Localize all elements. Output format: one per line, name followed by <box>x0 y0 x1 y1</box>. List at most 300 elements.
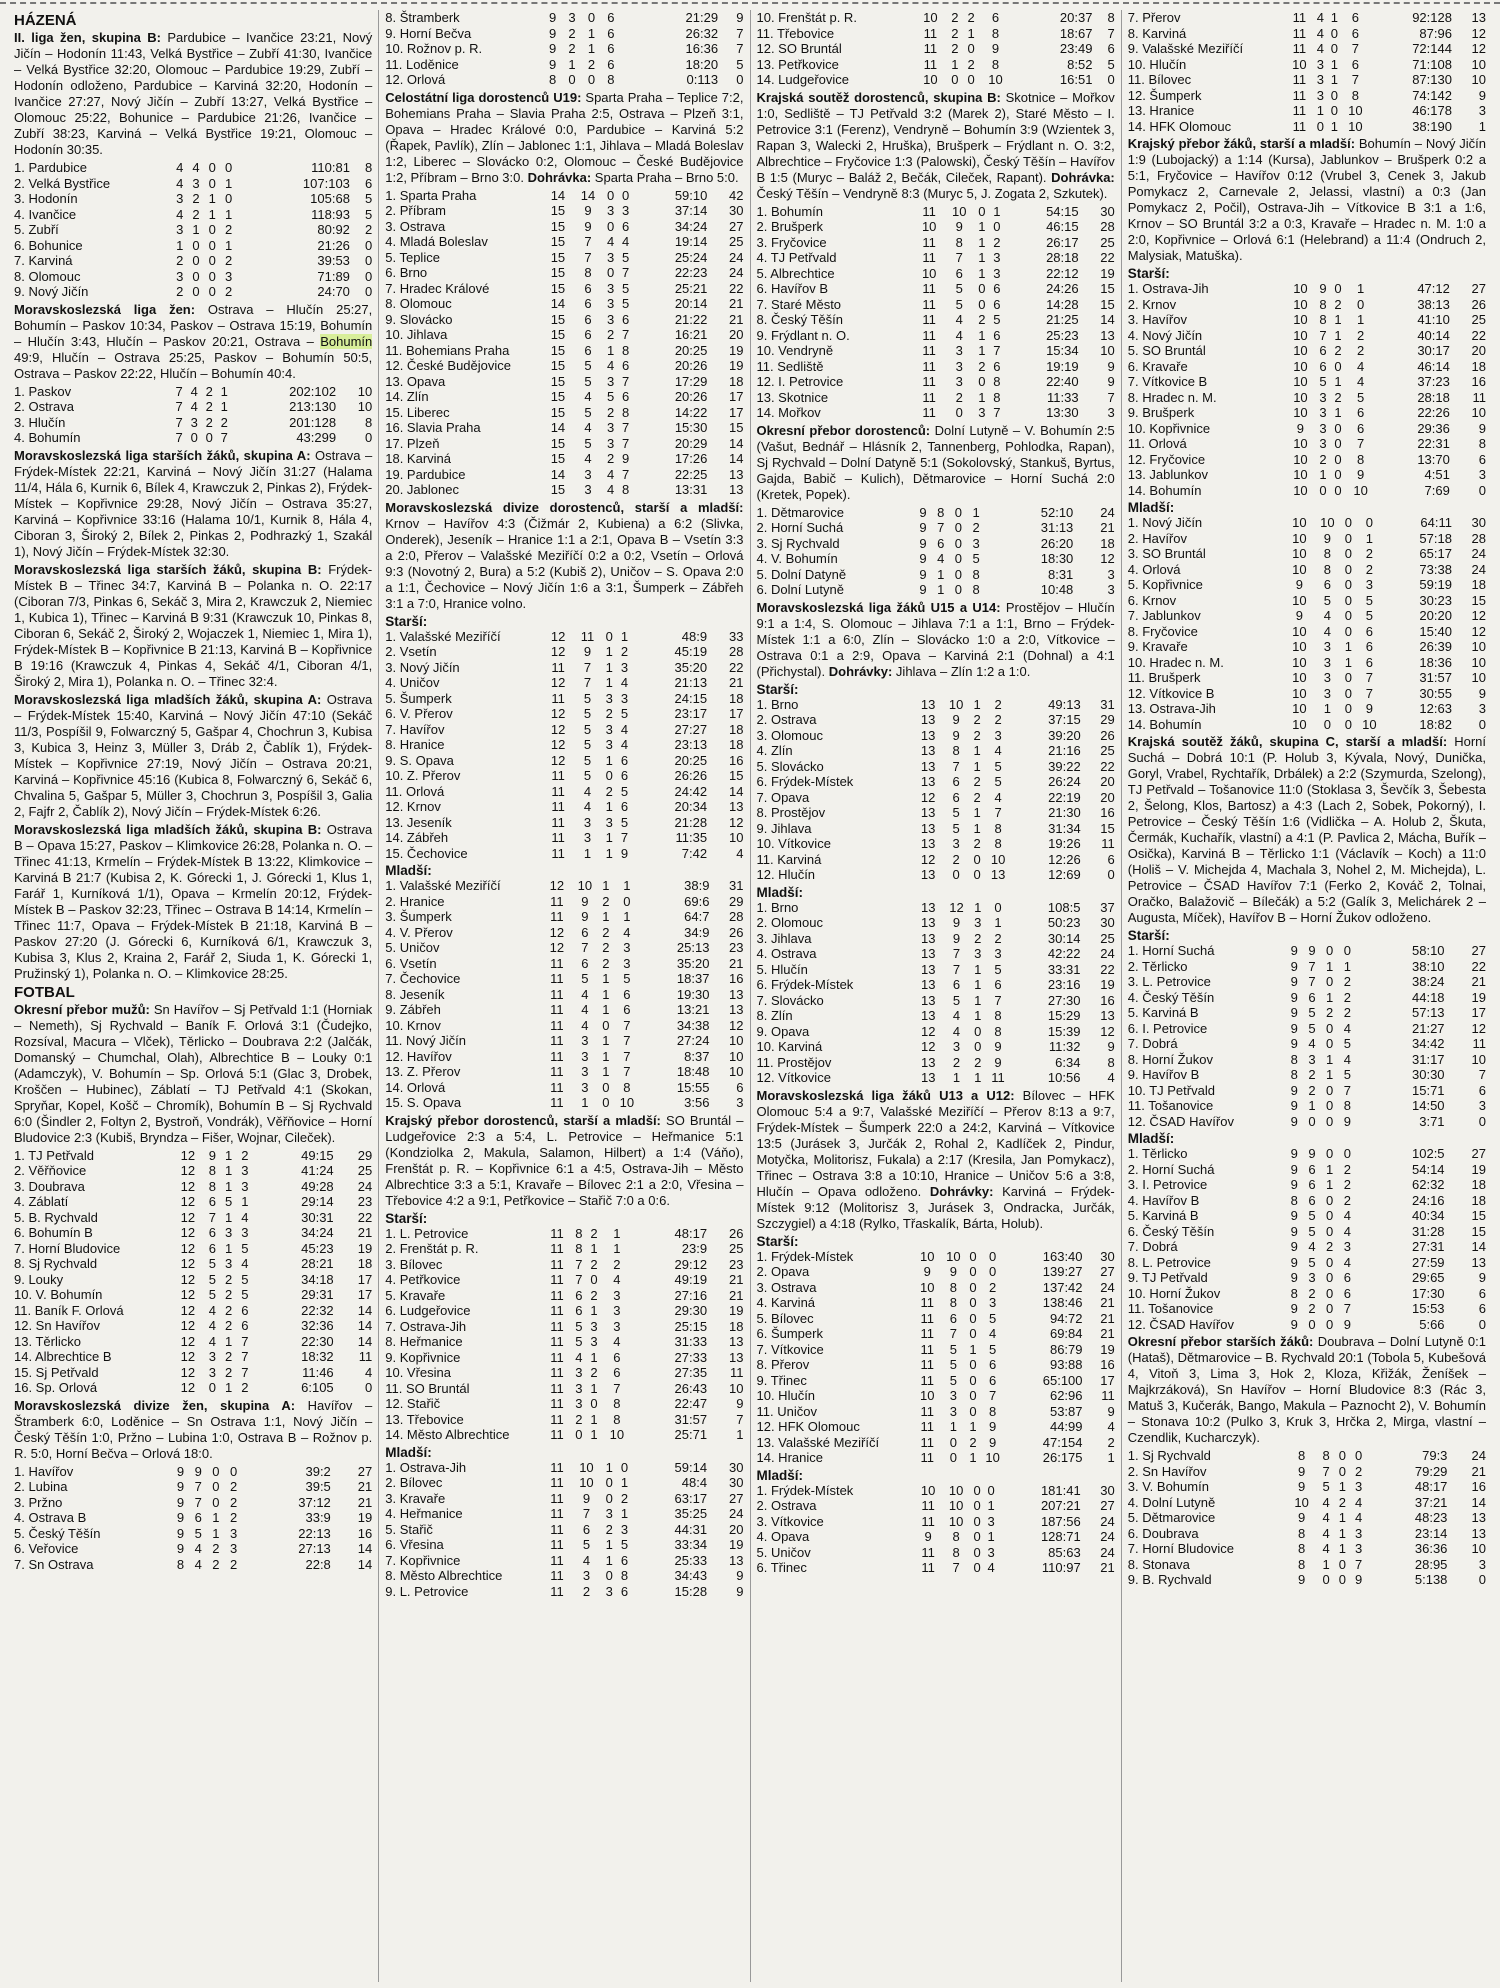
points: 19 <box>729 1537 744 1552</box>
games-played: 3 <box>176 268 184 284</box>
draws: 1 <box>978 343 986 358</box>
score: 37:15 <box>1048 712 1081 727</box>
draws: 0 <box>973 1482 981 1498</box>
points: 24 <box>1100 1513 1115 1529</box>
games-played: 14 <box>550 187 566 203</box>
draws: 0 <box>969 1248 977 1264</box>
table-row <box>385 1049 743 1065</box>
table-row <box>757 1545 1115 1561</box>
wins: 3 <box>568 10 576 25</box>
points: 22 <box>1100 250 1115 265</box>
subheading: Starší: <box>385 1210 428 1226</box>
table-row <box>1128 562 1486 578</box>
results-block: Okresní přebor dorostenců: Dolní Lutyně – V. Bohumín 2:5 (Vašut, Bednář – Hlásník 2, Tannenberg, Pohlodka, Rapan), Sj Rychvald – Dolní Datyně 5:1 (Sokolovský, Stankuš, Byrtus, Gajda, Babič – Kulich), Dětmarovice – Horní Suchá 2:0 (Kretek, Popek). <box>756 422 1115 502</box>
draws: 2 <box>205 414 213 430</box>
games-played: 9 <box>919 566 927 582</box>
wins: 9 <box>582 1490 591 1506</box>
games-played: 11 <box>550 1568 564 1583</box>
losses: 7 <box>1343 1301 1351 1316</box>
team-name: 11. Sedliště <box>756 358 824 374</box>
games-played: 11 <box>923 25 938 41</box>
score: 6:105 <box>301 1380 334 1395</box>
wins: 4 <box>190 399 198 414</box>
points: 13 <box>729 986 744 1002</box>
games-played: 11 <box>550 1552 564 1568</box>
table-row <box>1128 359 1486 375</box>
losses: 2 <box>224 253 233 268</box>
losses: 2 <box>972 520 980 535</box>
table-row <box>757 1008 1115 1024</box>
team-name: 2. Věřňovice <box>14 1163 87 1178</box>
games-played: 15 <box>550 389 566 404</box>
games-played: 11 <box>1292 41 1307 56</box>
wins: 6 <box>584 296 592 311</box>
table-row <box>385 815 743 831</box>
losses: 6 <box>1343 1285 1351 1301</box>
points: 16 <box>357 1525 373 1541</box>
points: 10 <box>1471 1541 1486 1556</box>
score: 14:22 <box>674 404 708 420</box>
points: 1 <box>1478 118 1486 134</box>
team-name: 9. Frýdlant n. O. <box>756 327 850 343</box>
points: 22 <box>1471 958 1486 974</box>
draws: 5 <box>606 389 615 404</box>
games-played: 10 <box>1292 592 1307 608</box>
table-row <box>757 1342 1115 1358</box>
losses: 6 <box>607 41 615 56</box>
results-block: Moravskoslezská liga starších žáků, skupina A: Ostrava – Frýdek-Místek 22:21, Karviná – Nový Jičín 31:27 (Halama 11/4, Hála 6, Kurnik 6, Bílek 4, Krawczuk 2, Pinkas 2), Frýdek-Místek – Kopřivnice 29:28, Nový Jičín – Ostrava 35:27, Karviná – Kopřivnice 33:16 (Halama 10/1, Kurnik 8, Hála 4, Ciboran 3, Široký 2, Bílek 2, Pinkas 2, Podhrazký 1, Szakál 1), Nový Jičín – Frýdek-Místek 32:30. <box>14 447 373 559</box>
team-name: 11. Bílovec <box>1127 72 1192 87</box>
team-name: 10. Krnov <box>385 1017 441 1033</box>
wins: 7 <box>208 1209 216 1225</box>
points: 23 <box>729 940 744 955</box>
team-name: 6. Český Těšín <box>1127 1223 1215 1239</box>
losses: 7 <box>241 1333 249 1349</box>
games-played: 9 <box>176 1541 185 1556</box>
table-row <box>385 644 743 660</box>
table-row <box>1128 593 1486 609</box>
team-name: 2. Lubina <box>14 1479 68 1494</box>
losses: 6 <box>1351 10 1359 25</box>
standings-table <box>385 1460 743 1600</box>
losses: 0 <box>620 1459 629 1475</box>
table-row <box>385 1522 743 1538</box>
games-played: 11 <box>550 1411 564 1427</box>
points: 18 <box>729 721 744 737</box>
draws: 1 <box>605 1552 613 1568</box>
table-row <box>1128 421 1486 437</box>
wins: 5 <box>955 296 963 312</box>
games-played: 13 <box>920 820 936 836</box>
wins: 7 <box>575 1256 583 1272</box>
draws: 2 <box>978 358 986 374</box>
table-row <box>14 1464 372 1480</box>
draws: 1 <box>602 1002 610 1017</box>
score: 13:30 <box>1046 405 1079 420</box>
losses: 6 <box>1351 25 1359 41</box>
losses: 2 <box>220 414 228 430</box>
table-row <box>757 505 1115 521</box>
draws: 2 <box>973 712 981 727</box>
losses: 3 <box>241 1178 249 1194</box>
games-played: 15 <box>550 234 566 249</box>
losses: 2 <box>1343 1177 1351 1192</box>
table-row <box>14 1303 372 1319</box>
points: 7 <box>736 41 744 56</box>
score: 79:3 <box>1422 1448 1448 1463</box>
score: 11:46 <box>302 1364 334 1380</box>
points: 12 <box>1471 1020 1486 1036</box>
table-row <box>757 520 1115 536</box>
points: 24 <box>1100 504 1115 520</box>
draws: 2 <box>1334 296 1342 312</box>
losses: 7 <box>623 1048 631 1064</box>
wins: 3 <box>575 1365 583 1380</box>
points: 6 <box>1478 451 1486 467</box>
wins: 6 <box>1308 1161 1316 1177</box>
table-row <box>757 821 1115 837</box>
draws: 0 <box>954 535 962 551</box>
score: 6:34 <box>1055 1054 1081 1070</box>
points: 21 <box>357 1479 373 1494</box>
team-name: 12. Vítkovice <box>756 1070 831 1085</box>
team-name: 9. B. Rychvald <box>1127 1572 1212 1587</box>
points: 13 <box>1471 1525 1486 1541</box>
games-played: 12 <box>180 1147 196 1163</box>
team-name: 14. HFK Olomouc <box>1127 118 1232 134</box>
team-name: 11. Třebovice <box>756 25 835 41</box>
draws: 0 <box>973 1513 981 1529</box>
team-name: 4. TJ Petřvald <box>756 250 837 265</box>
wins: 8 <box>575 1241 583 1256</box>
draws: 1 <box>978 219 986 234</box>
wins: 0 <box>1308 1316 1316 1332</box>
games-played: 11 <box>920 1434 934 1450</box>
team-name: 7. Dobrá <box>1127 1239 1178 1254</box>
games-played: 11 <box>1292 103 1307 118</box>
table-row <box>385 1475 743 1491</box>
table-row <box>14 415 372 431</box>
losses: 1 <box>620 1506 629 1521</box>
score: 105:68 <box>310 191 350 206</box>
wins: 4 <box>584 420 592 435</box>
draws: 3 <box>605 814 613 830</box>
table-row <box>1128 436 1486 452</box>
wins: 0 <box>1319 482 1327 498</box>
table-row <box>385 389 743 405</box>
points: 8 <box>1107 10 1115 25</box>
draws: 0 <box>969 1357 977 1372</box>
wins: 0 <box>575 1427 583 1442</box>
wins: 5 <box>583 690 592 706</box>
points: 3 <box>1478 701 1486 716</box>
wins: 0 <box>1308 1113 1316 1129</box>
table-row <box>385 57 743 73</box>
team-name: 4. Zlín <box>756 743 793 758</box>
points: 22 <box>729 280 744 296</box>
losses: 5 <box>989 1341 997 1357</box>
points: 2 <box>365 222 373 237</box>
points: 7 <box>1107 25 1115 41</box>
wins: 6 <box>575 1303 583 1318</box>
team-name: 7. Kopřivnice <box>385 1552 461 1568</box>
team-name: 5. Stařič <box>385 1521 433 1537</box>
games-played: 9 <box>1290 1113 1298 1129</box>
wins: 2 <box>951 10 959 25</box>
losses: 7 <box>1365 685 1373 701</box>
games-played: 10 <box>923 72 938 87</box>
losses: 7 <box>622 466 630 482</box>
wins: 5 <box>583 752 592 768</box>
games-played: 8 <box>1298 1525 1306 1541</box>
points: 19 <box>729 358 744 373</box>
points: 20 <box>1100 774 1115 789</box>
games-played: 13 <box>920 758 936 774</box>
games-played: 10 <box>1292 56 1307 72</box>
games-played: 11 <box>922 327 936 343</box>
losses: 10 <box>990 851 1006 867</box>
losses: 3 <box>623 940 631 955</box>
wins: 2 <box>568 25 576 41</box>
losses: 7 <box>241 1364 249 1380</box>
points: 27 <box>1100 1264 1115 1279</box>
draws: 1 <box>602 1064 610 1079</box>
losses: 8 <box>1356 451 1365 467</box>
score: 36:36 <box>1414 1541 1448 1556</box>
score: 22:19 <box>1048 789 1081 805</box>
table-row <box>385 1095 743 1111</box>
points: 10 <box>357 383 373 399</box>
draws: 3 <box>590 1334 598 1349</box>
team-name: 12. České Budějovice <box>385 358 511 373</box>
table-row <box>385 1033 743 1049</box>
points: 19 <box>357 1510 373 1525</box>
table-row <box>385 10 743 26</box>
draws: 0 <box>1338 1556 1346 1572</box>
team-name: 5. B. Rychvald <box>14 1209 98 1225</box>
losses: 7 <box>220 430 228 445</box>
table-row <box>1128 405 1486 421</box>
points: 25 <box>1471 312 1486 327</box>
table-row <box>385 1350 743 1366</box>
team-name: 9. Kopřivnice <box>385 1349 461 1365</box>
games-played: 11 <box>550 1241 564 1256</box>
team-name: 3. Doubrava <box>14 1178 85 1194</box>
table-row <box>757 1450 1115 1466</box>
table-row <box>757 567 1115 583</box>
games-played: 14 <box>550 420 566 435</box>
points: 9 <box>736 1396 744 1411</box>
table-row <box>757 774 1115 790</box>
draws: 1 <box>978 389 986 405</box>
wins: 3 <box>584 466 592 482</box>
score: 69:84 <box>1049 1326 1083 1341</box>
team-name: 2. Hranice <box>385 893 445 909</box>
score: 37:23 <box>1417 374 1450 389</box>
table-row <box>385 451 743 467</box>
table-row <box>1128 1557 1486 1573</box>
draws: 3 <box>590 1318 598 1334</box>
wins: 3 <box>952 1039 961 1054</box>
team-name: 3. Fryčovice <box>756 234 827 250</box>
losses: 8 <box>622 342 630 358</box>
score: 34:38 <box>676 1017 710 1033</box>
subheading: Starší: <box>1127 928 1170 943</box>
team-name: 5. Kravaře <box>385 1287 446 1303</box>
games-played: 10 <box>1294 1494 1309 1510</box>
team-name: 6. Brno <box>385 265 428 280</box>
team-name: 9. Horní Bečva <box>385 25 472 41</box>
team-name: 7. Hradec Králové <box>385 280 490 296</box>
points: 16 <box>1471 374 1486 389</box>
losses: 5 <box>241 1271 249 1287</box>
points: 26 <box>1471 296 1486 312</box>
wins: 5 <box>575 1318 583 1334</box>
draws: 1 <box>1330 56 1338 72</box>
wins: 3 <box>955 343 963 358</box>
points: 13 <box>1471 1254 1486 1270</box>
points: 16 <box>1100 1357 1115 1372</box>
wins: 6 <box>1308 1177 1316 1192</box>
points: 12 <box>1471 623 1486 639</box>
draws: 1 <box>967 25 975 41</box>
points: 28 <box>1100 219 1115 234</box>
table-row <box>757 805 1115 821</box>
points: 21 <box>1471 1463 1486 1479</box>
wins: 0 <box>1316 118 1324 134</box>
losses: 6 <box>1356 420 1365 436</box>
points: 11 <box>1472 1036 1486 1051</box>
team-name: 10. Hradec n. M. <box>1127 654 1224 670</box>
points: 3 <box>1478 1098 1486 1113</box>
table-row <box>14 1210 372 1226</box>
draws: 1 <box>1326 1177 1334 1192</box>
points: 12 <box>1471 41 1486 56</box>
losses: 0 <box>623 893 631 909</box>
team-name: 13. Jablunkov <box>1127 467 1208 482</box>
team-name: 6. Krnov <box>1127 592 1177 608</box>
losses: 1 <box>241 1194 249 1209</box>
table-row <box>1128 1255 1486 1271</box>
table-row <box>1128 1208 1486 1224</box>
points: 7 <box>736 1411 744 1427</box>
games-played: 10 <box>1293 358 1308 374</box>
games-played: 9 <box>919 551 927 566</box>
losses: 6 <box>620 752 629 768</box>
table-row <box>1128 1114 1486 1130</box>
score: 27:35 <box>674 1365 708 1380</box>
team-name: 14. Albrechtice B <box>14 1349 112 1364</box>
score: 29:31 <box>301 1287 334 1302</box>
team-name: 1. Sparta Praha <box>385 187 477 203</box>
draws: 2 <box>602 955 610 971</box>
points: 9 <box>736 1568 744 1583</box>
losses: 6 <box>622 389 630 404</box>
games-played: 15 <box>550 280 566 296</box>
points: 11 <box>1101 1388 1115 1403</box>
losses: 3 <box>623 955 631 971</box>
games-played: 9 <box>176 1525 185 1541</box>
points: 10 <box>729 1064 744 1079</box>
draws: 1 <box>1338 1525 1346 1541</box>
draws: 1 <box>1338 1541 1346 1556</box>
wins: 9 <box>584 203 592 218</box>
team-name: 5. Dětmarovice <box>1127 1510 1216 1525</box>
losses: 7 <box>1351 41 1359 56</box>
team-name: 7. Horní Bludovice <box>1127 1541 1234 1556</box>
draws: 1 <box>973 805 981 820</box>
games-played: 11 <box>550 1002 564 1017</box>
score: 11:33 <box>1047 389 1079 405</box>
draws: 0 <box>1330 103 1338 118</box>
losses: 2 <box>229 1494 238 1510</box>
points: 22 <box>1471 327 1486 343</box>
score: 21:27 <box>1412 1020 1445 1036</box>
team-name: 14. Orlová <box>385 1079 446 1095</box>
losses: 0 <box>989 1248 997 1264</box>
team-name: 11. Orlová <box>385 783 445 799</box>
team-name: 1. Valašské Meziříčí <box>385 628 501 644</box>
wins: 2 <box>568 41 576 56</box>
points: 12 <box>1100 551 1115 566</box>
table-row <box>1128 467 1486 483</box>
score: 20:29 <box>674 435 708 451</box>
draws: 3 <box>606 373 615 389</box>
points: 0 <box>736 72 744 87</box>
games-played: 11 <box>550 1334 564 1349</box>
losses: 5 <box>622 280 630 296</box>
table-row <box>385 1241 743 1257</box>
games-played: 11 <box>550 1537 564 1552</box>
draws: 1 <box>224 1333 233 1349</box>
games-played: 4 <box>176 206 184 222</box>
games-played: 11 <box>551 783 565 799</box>
games-played: 7 <box>175 399 183 414</box>
draws: 0 <box>969 1403 977 1419</box>
points: 7 <box>736 25 744 41</box>
score: 63:17 <box>674 1490 708 1506</box>
games-played: 11 <box>551 845 565 861</box>
team-name: 2. Vsetín <box>385 644 437 659</box>
team-name: 14. Mořkov <box>756 405 821 420</box>
score: 37:21 <box>1414 1494 1448 1510</box>
score: 18:67 <box>1059 25 1093 41</box>
wins: 9 <box>952 915 961 930</box>
wins: 6 <box>937 535 945 551</box>
team-name: 3. V. Bohumín <box>1127 1479 1209 1494</box>
table-row <box>1128 608 1486 624</box>
highlighted-text: Bohumín <box>320 333 373 349</box>
wins: 4 <box>1322 1541 1330 1556</box>
team-name: 10. Karviná <box>756 1039 823 1054</box>
wins: 0 <box>949 1450 957 1465</box>
losses: 2 <box>620 1490 629 1506</box>
games-played: 9 <box>176 1494 185 1510</box>
games-played: 13 <box>921 1070 936 1085</box>
table-row <box>1128 1464 1486 1480</box>
wins: 6 <box>952 789 960 805</box>
score: 59:14 <box>674 1459 708 1475</box>
draws: 1 <box>602 1048 610 1064</box>
table-row <box>757 390 1115 406</box>
wins: 8 <box>952 1529 960 1544</box>
points: 9 <box>1478 420 1486 436</box>
table-row <box>1128 57 1486 73</box>
draws: 0 <box>1330 25 1338 41</box>
score: 69:6 <box>684 893 710 909</box>
wins: 3 <box>1316 87 1324 103</box>
games-played: 9 <box>548 25 557 41</box>
